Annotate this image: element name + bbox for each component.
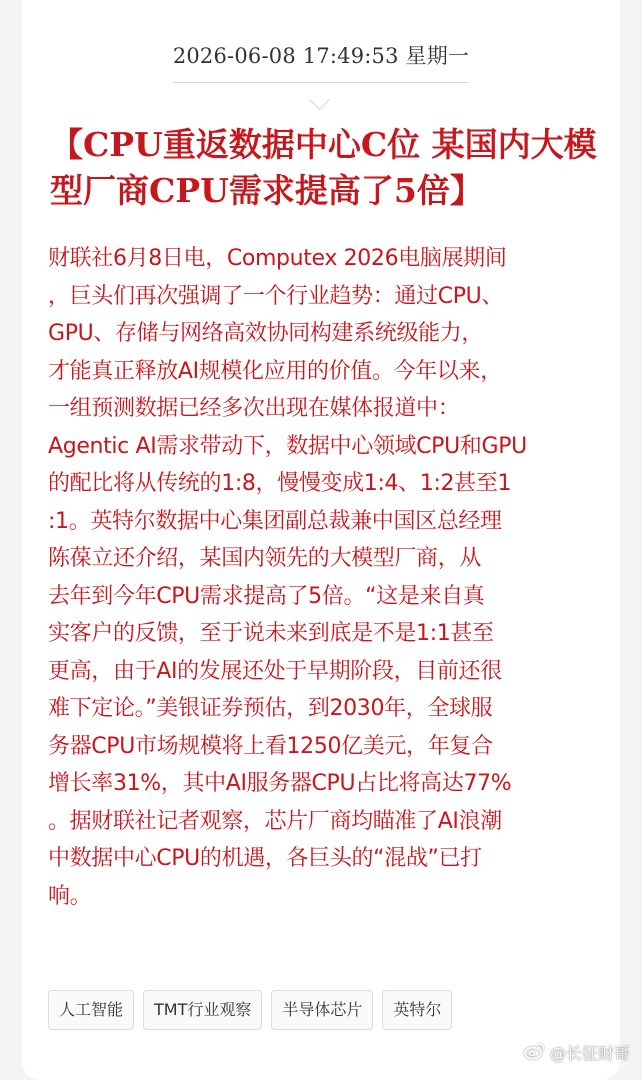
- article-headline: 【CPU重返数据中心C位 某国内大模型厂商CPU需求提高了5倍】: [50, 125, 597, 210]
- date-header: [22, 40, 620, 83]
- tag-list: [48, 990, 452, 1030]
- article-body: 财联社6月8日电，Computex 2026电脑展期间 ，巨头们再次强调了一个行业趋势：通过CPU、 GPU、存储与网络高效协同构建系统级能力， 才能真正释放AI规模化应用的价值。今年以来， 一组预测数据已经多次出现在媒体报道中： Agentic AI需求带动下，数据中心领域CPU和GPU 的配比将从传统的1:8，慢慢变成1:4、1:2甚至1 :1。英特尔数据中心集团副总裁兼中国区总经理 陈葆立还介绍，某国内领先的大模型厂商，从 去年到今年CPU需求提高了5倍。“这是来自真 实客户的反馈，至于说未来到底是不是1:1甚至 更高，由于AI的发展还处于早期阶段，目前还很 难下定论。”美银证券预估，到2030年，全球服 务器CPU市场规模将上看1250亿美元，年复合 增长率31%，其中AI服务器CPU占比将高达77% 。据财联社记者观察，芯片厂商均瞄准了AI浪潮 中数据中心CPU的机遇，各巨头的“混战”已打 响。: [48, 246, 527, 909]
- tag-intel[interactable]: 英特尔: [382, 990, 452, 1030]
- weibo-icon: [524, 1042, 546, 1064]
- publish-datetime: 2026-06-08 17:49:53 星期一: [173, 40, 469, 83]
- watermark-text: @长征财哥: [549, 1044, 630, 1063]
- tag-semiconductor[interactable]: 半导体芯片: [271, 990, 373, 1030]
- article-card: [22, 0, 620, 1080]
- watermark: [524, 1041, 630, 1064]
- tag-ai[interactable]: 人工智能: [48, 990, 134, 1030]
- tag-tmt[interactable]: TMT行业观察: [143, 990, 262, 1030]
- date-divider-notch: [309, 89, 330, 110]
